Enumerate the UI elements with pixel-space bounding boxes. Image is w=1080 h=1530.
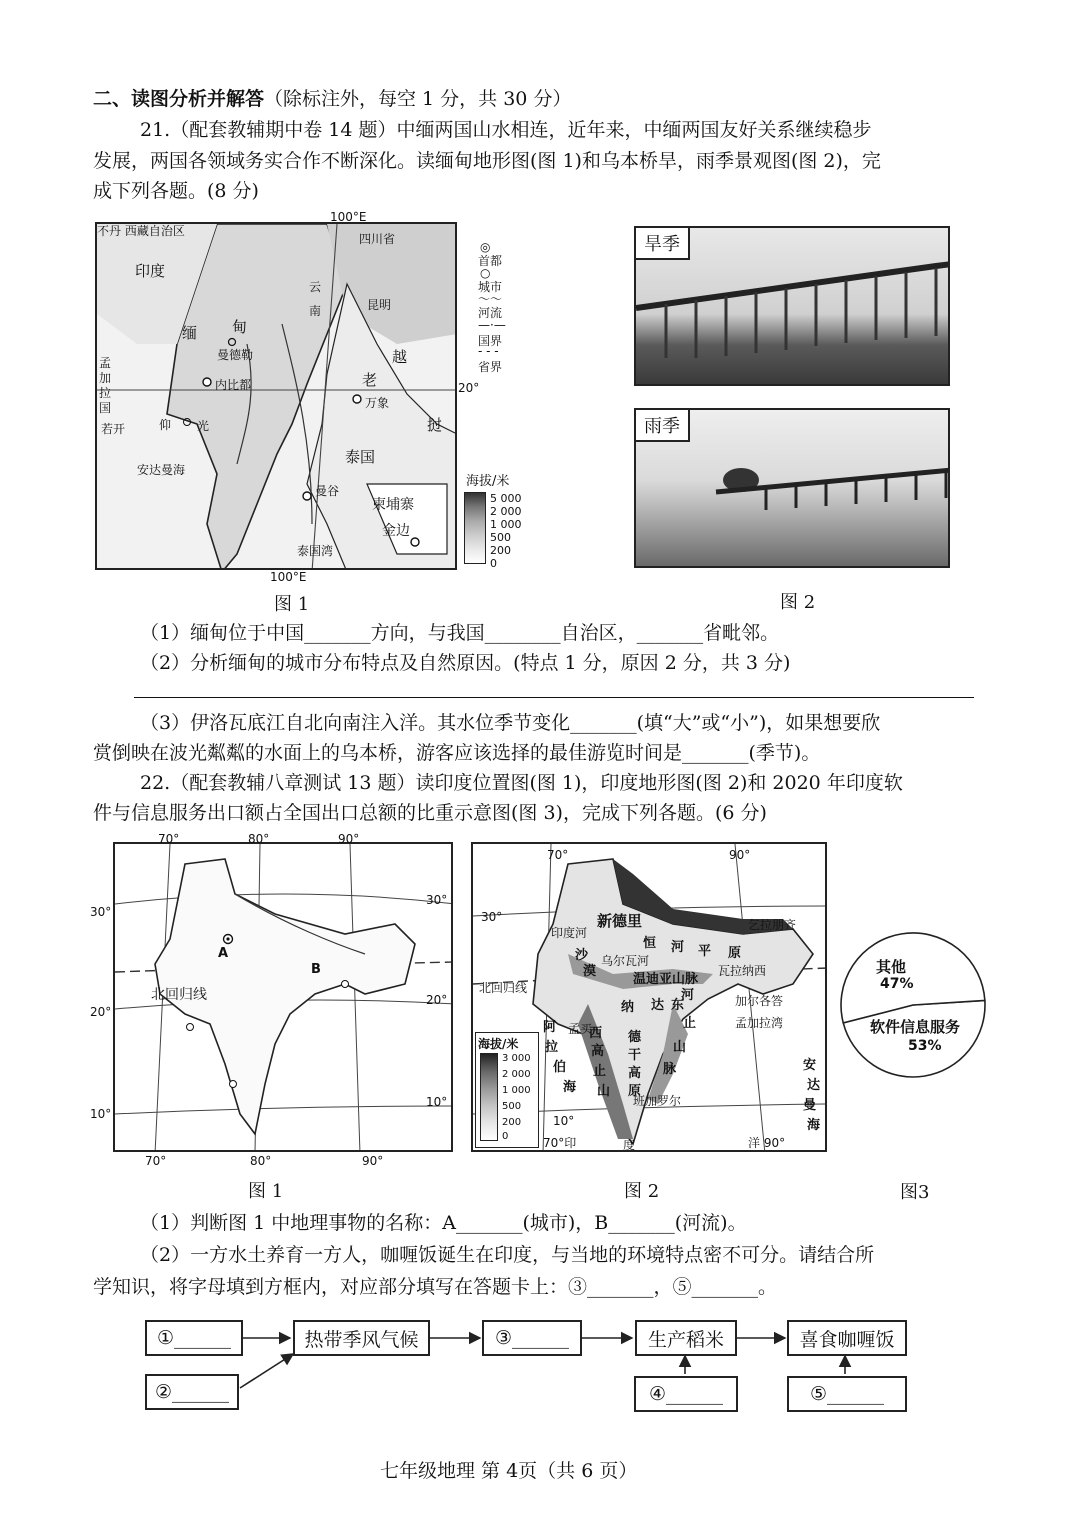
t-mumbai: 孟买 [568, 1022, 593, 1036]
t-zhi: 止 [593, 1064, 607, 1079]
map-city-yangon-a: 仰 [159, 418, 172, 432]
map-place-dian: 甸 [232, 318, 248, 336]
map-city-naypyidaw: 内比都 [215, 378, 252, 392]
terrain-elev-bar [480, 1053, 498, 1141]
map-andaman-sea: 安达曼海 [137, 463, 186, 477]
myanmar-map [95, 222, 457, 570]
flow-box-3: 热带季风气候 [293, 1320, 430, 1356]
q22-intro-1: 22.（配套教辅八章测试 13 题）读印度位置图(图 1)，印度地形图(图 2)和 2020 年印度软 [140, 772, 903, 794]
map-legend [472, 240, 532, 380]
t-bay-bengal: 孟加拉湾 [735, 1016, 784, 1030]
map1-lon-top-70: 70° [158, 832, 180, 846]
map-vientiane: 万象 [365, 396, 390, 410]
flow-box-6: 喜食咖喱饭 [787, 1320, 907, 1356]
legend-river-icon: 〜〜 [478, 292, 503, 306]
t-a: 阿 [543, 1020, 557, 1035]
elev-level-1: 2 000 [490, 505, 522, 518]
map-city-mandalay: 曼德勒 [217, 348, 254, 362]
t-la: 拉 [545, 1040, 559, 1055]
t-mai: 脉 [663, 1062, 677, 1077]
t-elev-4: 200 [502, 1117, 522, 1128]
india-tropic-label: 北回归线 [151, 987, 207, 1003]
t-elev-1: 2 000 [502, 1069, 531, 1080]
elev-level-2: 1 000 [490, 518, 522, 531]
t-yuan2: 原 [628, 1084, 642, 1099]
t-varanasi: 瓦拉纳西 [718, 964, 767, 978]
legend-province: 省界 [478, 360, 503, 374]
flow-box-2: ②______ [145, 1374, 239, 1410]
t-bangalore: 班加罗尔 [633, 1094, 682, 1108]
t-elev-0: 3 000 [502, 1053, 531, 1064]
terrain-legend [475, 1032, 539, 1148]
map-city-yangon-b: 光 [197, 419, 210, 433]
map1-lat-left-20: 20° [90, 1005, 112, 1019]
t-newdelhi: 新德里 [597, 912, 643, 930]
map-nan: 南 [309, 304, 322, 318]
t-elev-3: 500 [502, 1101, 522, 1112]
india-point-a: A [218, 946, 229, 961]
map1-lat-left-10: 10° [90, 1107, 112, 1121]
map-phnompenh: 金边 [382, 523, 410, 539]
t-sha: 沙 [575, 948, 589, 963]
map-sichuan: 四川省 [359, 232, 396, 246]
elev-title: 海拔/米 [466, 474, 510, 489]
q21-intro-3: 成下列各题。(8 分) [93, 180, 259, 202]
legend-capital: 首都 [478, 254, 503, 268]
legend-border-icon: —·— [478, 318, 506, 332]
legend-capital-icon: ◎ [480, 240, 491, 254]
pie-value-software: 53% [908, 1038, 942, 1054]
flow-box-5: 生产稻米 [635, 1320, 737, 1356]
t-elev-2: 1 000 [502, 1085, 531, 1096]
t-shan2: 山 [673, 1040, 687, 1055]
flow-box-1: ①______ [145, 1320, 243, 1356]
q21-sub3a: （3）伊洛瓦底江自北向南注入洋。其水位季节变化_______(填“大”或“小”)，如果想要欣 [140, 712, 881, 734]
map-bangladesh-1: 孟 [99, 356, 112, 370]
map-lon-top: 100°E [330, 210, 367, 224]
map-bangladesh-4: 国 [99, 401, 112, 415]
t-lon-70: 70° [547, 848, 569, 862]
map1-lon-bot-70: 70° [145, 1154, 167, 1168]
map1-lon-bot-90: 90° [362, 1154, 384, 1168]
elev-level-5: 0 [490, 557, 497, 570]
india-point-b: B [311, 962, 321, 977]
map-kunming: 昆明 [367, 298, 392, 312]
t-da: 达 [651, 998, 665, 1013]
photo-wet-season [634, 408, 950, 568]
india-terrain-map [471, 842, 827, 1152]
q22-fig1-caption: 图 1 [248, 1181, 284, 1202]
t-yuan: 原 [728, 946, 742, 961]
map1-lat-left-30: 30° [90, 905, 112, 919]
t-cherrapunji: 乞拉朋齐 [748, 918, 797, 932]
map-lao: 老 [362, 371, 378, 389]
t-hai: 海 [563, 1080, 577, 1095]
legend-province-icon: - - - [478, 344, 499, 358]
section-heading [93, 86, 571, 112]
t-yang-90: 洋 90° [748, 1136, 786, 1150]
t-elev-5: 0 [502, 1131, 509, 1142]
elev-level-4: 200 [490, 544, 511, 557]
map1-lon-top-80: 80° [248, 832, 270, 846]
t-xi: 西 [589, 1026, 603, 1041]
t-de: 德 [628, 1030, 642, 1045]
q22-sub1: （1）判断图 1 中地理事物的名称：A_______(城市)，B_______(河流)。 [140, 1212, 747, 1234]
elev-level-3: 500 [490, 531, 511, 544]
legend-river: 河流 [478, 306, 503, 320]
map-place-rakhine: 若开 [101, 422, 126, 436]
map-gulf-thailand: 泰国湾 [297, 544, 334, 558]
q21-sub1: （1）缅甸位于中国_______方向，与我国________自治区，_______省毗邻。 [140, 622, 780, 644]
t-gao: 高 [591, 1044, 605, 1059]
q21-sub3b: 赏倒映在波光粼粼的水面上的乌本桥，游客应该选择的最佳游览时间是_______(季节)。 [93, 742, 821, 764]
q21-fig2-caption: 图 2 [780, 592, 816, 613]
t-mo: 漠 [583, 964, 597, 979]
map-lon-bottom: 100°E [270, 570, 307, 584]
q21-fig1-caption: 图 1 [274, 594, 310, 615]
section-note: （除标注外，每空 1 分，共 30 分） [264, 88, 572, 110]
t-lat-30: 30° [481, 910, 503, 924]
t-gan: 干 [628, 1048, 642, 1063]
q22-intro-2: 件与信息服务出口额占全国出口总额的比重示意图(图 3)，完成下列各题。(6 分) [93, 802, 767, 824]
t-chambal: 乌尔瓦河 [601, 954, 650, 968]
terrain-elev-title: 海拔/米 [478, 1037, 519, 1051]
map-place-india: 印度 [135, 262, 166, 280]
t-man: 曼 [803, 1098, 817, 1113]
t-bo: 伯 [553, 1060, 567, 1075]
t-shan: 山 [597, 1084, 611, 1099]
elev-level-0: 5 000 [490, 492, 522, 505]
map-wo: 挝 [427, 416, 443, 434]
t-du: 度 [623, 1138, 636, 1152]
photo-dry-tag: 旱季 [636, 228, 690, 260]
legend-city-icon: ○ [480, 266, 491, 280]
map-top-label: 不丹 西藏自治区 [97, 224, 185, 238]
t-tropic: 北回归线 [479, 981, 528, 995]
t-an: 安 [803, 1058, 817, 1073]
t-hai2: 海 [807, 1118, 821, 1133]
map-yun: 云 [309, 280, 322, 294]
elev-color-bar [464, 492, 486, 564]
q21-intro-2: 发展，两国各领域务实合作不断深化。读缅甸地形图(图 1)和乌本桥旱，雨季景观图(图 2)，完 [93, 150, 881, 172]
t-heng: 恒 [643, 936, 657, 951]
t-lat-10: 10° [553, 1114, 575, 1128]
q22-fig3-caption: 图3 [900, 1182, 930, 1203]
pie-label-other: 其他 [876, 958, 907, 976]
photo-dry-season [634, 226, 950, 386]
section-title: 二、读图分析并解答 [93, 88, 265, 110]
map-bangladesh-3: 拉 [99, 386, 112, 400]
map-bangladesh-2: 加 [99, 371, 112, 385]
t-dong: 东 [671, 998, 685, 1013]
elevation-legend [462, 470, 552, 570]
q22-sub2a: （2）一方水土养育一方人，咖喱饭诞生在印度，与当地的环境特点密不可分。请结合所 [140, 1244, 875, 1266]
legend-city: 城市 [478, 280, 503, 294]
map-thailand: 泰国 [345, 448, 376, 466]
q22-fig2-caption: 图 2 [624, 1181, 660, 1202]
photo-wet-tag: 雨季 [636, 410, 690, 442]
t-da2: 达 [807, 1078, 821, 1093]
map1-lon-top-90: 90° [338, 832, 360, 846]
t-he: 河 [671, 940, 685, 955]
q22-sub2b: 学知识，将字母填到方框内，对应部分填写在答题卡上：③_______，⑤_______。 [93, 1276, 778, 1298]
t-gao2: 高 [628, 1066, 642, 1081]
t-he2: 河 [681, 988, 695, 1003]
q21-intro-1: 21.（配套教辅期中卷 14 题）中缅两国山水相连，近年来，中缅两国友好关系继续稳步 [140, 119, 872, 141]
pie-label-software: 软件信息服务 [870, 1018, 961, 1036]
q21-sub2: （2）分析缅甸的城市分布特点及自然原因。(特点 1 分，原因 2 分，共 3 分) [140, 652, 791, 674]
pie-value-other: 47% [880, 976, 914, 992]
flow-box-4: ③______ [482, 1320, 582, 1356]
t-70-yin: 70°印 [543, 1136, 577, 1150]
map-bangkok: 曼谷 [315, 484, 340, 498]
t-na: 纳 [621, 1000, 635, 1015]
t-indus: 印度河 [551, 926, 588, 940]
map1-lat-right-30: 30° [426, 893, 448, 907]
t-lon-90: 90° [729, 848, 751, 862]
map-place-mian: 缅 [182, 324, 198, 342]
page-footer: 七年级地理 第 4页（共 6 页） [380, 1460, 638, 1482]
india-location-map [113, 842, 453, 1152]
map-viet: 越 [392, 348, 408, 366]
map1-lat-right-20: 20° [426, 993, 448, 1007]
map-lat-20: 20° [458, 381, 480, 395]
map1-lat-right-10: 10° [426, 1095, 448, 1109]
map-cambodia: 柬埔寨 [372, 497, 414, 513]
t-zhi2: 止 [683, 1016, 697, 1031]
export-pie-chart [838, 930, 988, 1080]
t-vindhya: 温迪亚山脉 [633, 972, 699, 987]
legend-border: 国界 [478, 334, 503, 348]
t-ping: 平 [698, 944, 712, 959]
map1-lon-bot-80: 80° [250, 1154, 272, 1168]
flow-box-7: ④______ [634, 1376, 738, 1412]
t-kolkata: 加尔各答 [735, 994, 784, 1008]
flow-box-8: ⑤______ [787, 1376, 907, 1412]
q21-answer-line [134, 697, 974, 698]
